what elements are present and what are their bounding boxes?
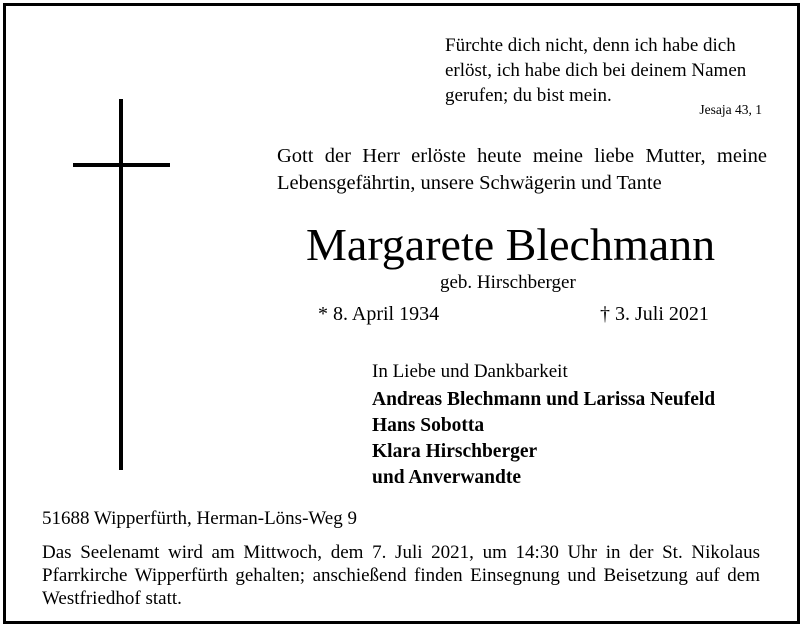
mourner-name: Klara Hirschberger xyxy=(372,441,538,462)
address: 51688 Wipperfürth, Herman-Löns-Weg 9 xyxy=(42,508,357,529)
mourners-intro: In Liebe und Dankbarkeit xyxy=(372,361,568,382)
maiden-name: geb. Hirschberger xyxy=(440,272,576,293)
bible-verse: Fürchte dich nicht, denn ich habe dich erlöst, ich habe dich bei deinem Namen gerufen; du bist mein. xyxy=(445,35,747,106)
funeral-notice: Das Seelenamt wird am Mittwoch, dem 7. Juli 2021, um 14:30 Uhr in der St. Nikolaus Pfarrkirche Wipperfürth gehalten; anschießend finden Einsegnung und Beisetzung auf dem Westfriedhof statt. xyxy=(42,542,760,609)
mourner-name: und Anverwandte xyxy=(372,467,521,488)
mourner-name: Andreas Blechmann und Larissa Neufeld xyxy=(372,389,716,410)
mourners-list xyxy=(372,387,715,491)
cross-icon-bar xyxy=(73,163,170,167)
verse-reference: Jesaja 43, 1 xyxy=(699,102,762,117)
death-date: † 3. Juli 2021 xyxy=(600,303,709,325)
cross-icon xyxy=(119,99,123,470)
deceased-name: Margarete Blechmann xyxy=(306,219,716,270)
intro-text: Gott der Herr erlöste heute meine liebe Mutter, meine Lebensgefährtin, unsere Schwägerin und Tante xyxy=(277,145,767,194)
birth-date: * 8. April 1934 xyxy=(318,303,440,325)
mourner-name: Hans Sobotta xyxy=(372,415,485,436)
